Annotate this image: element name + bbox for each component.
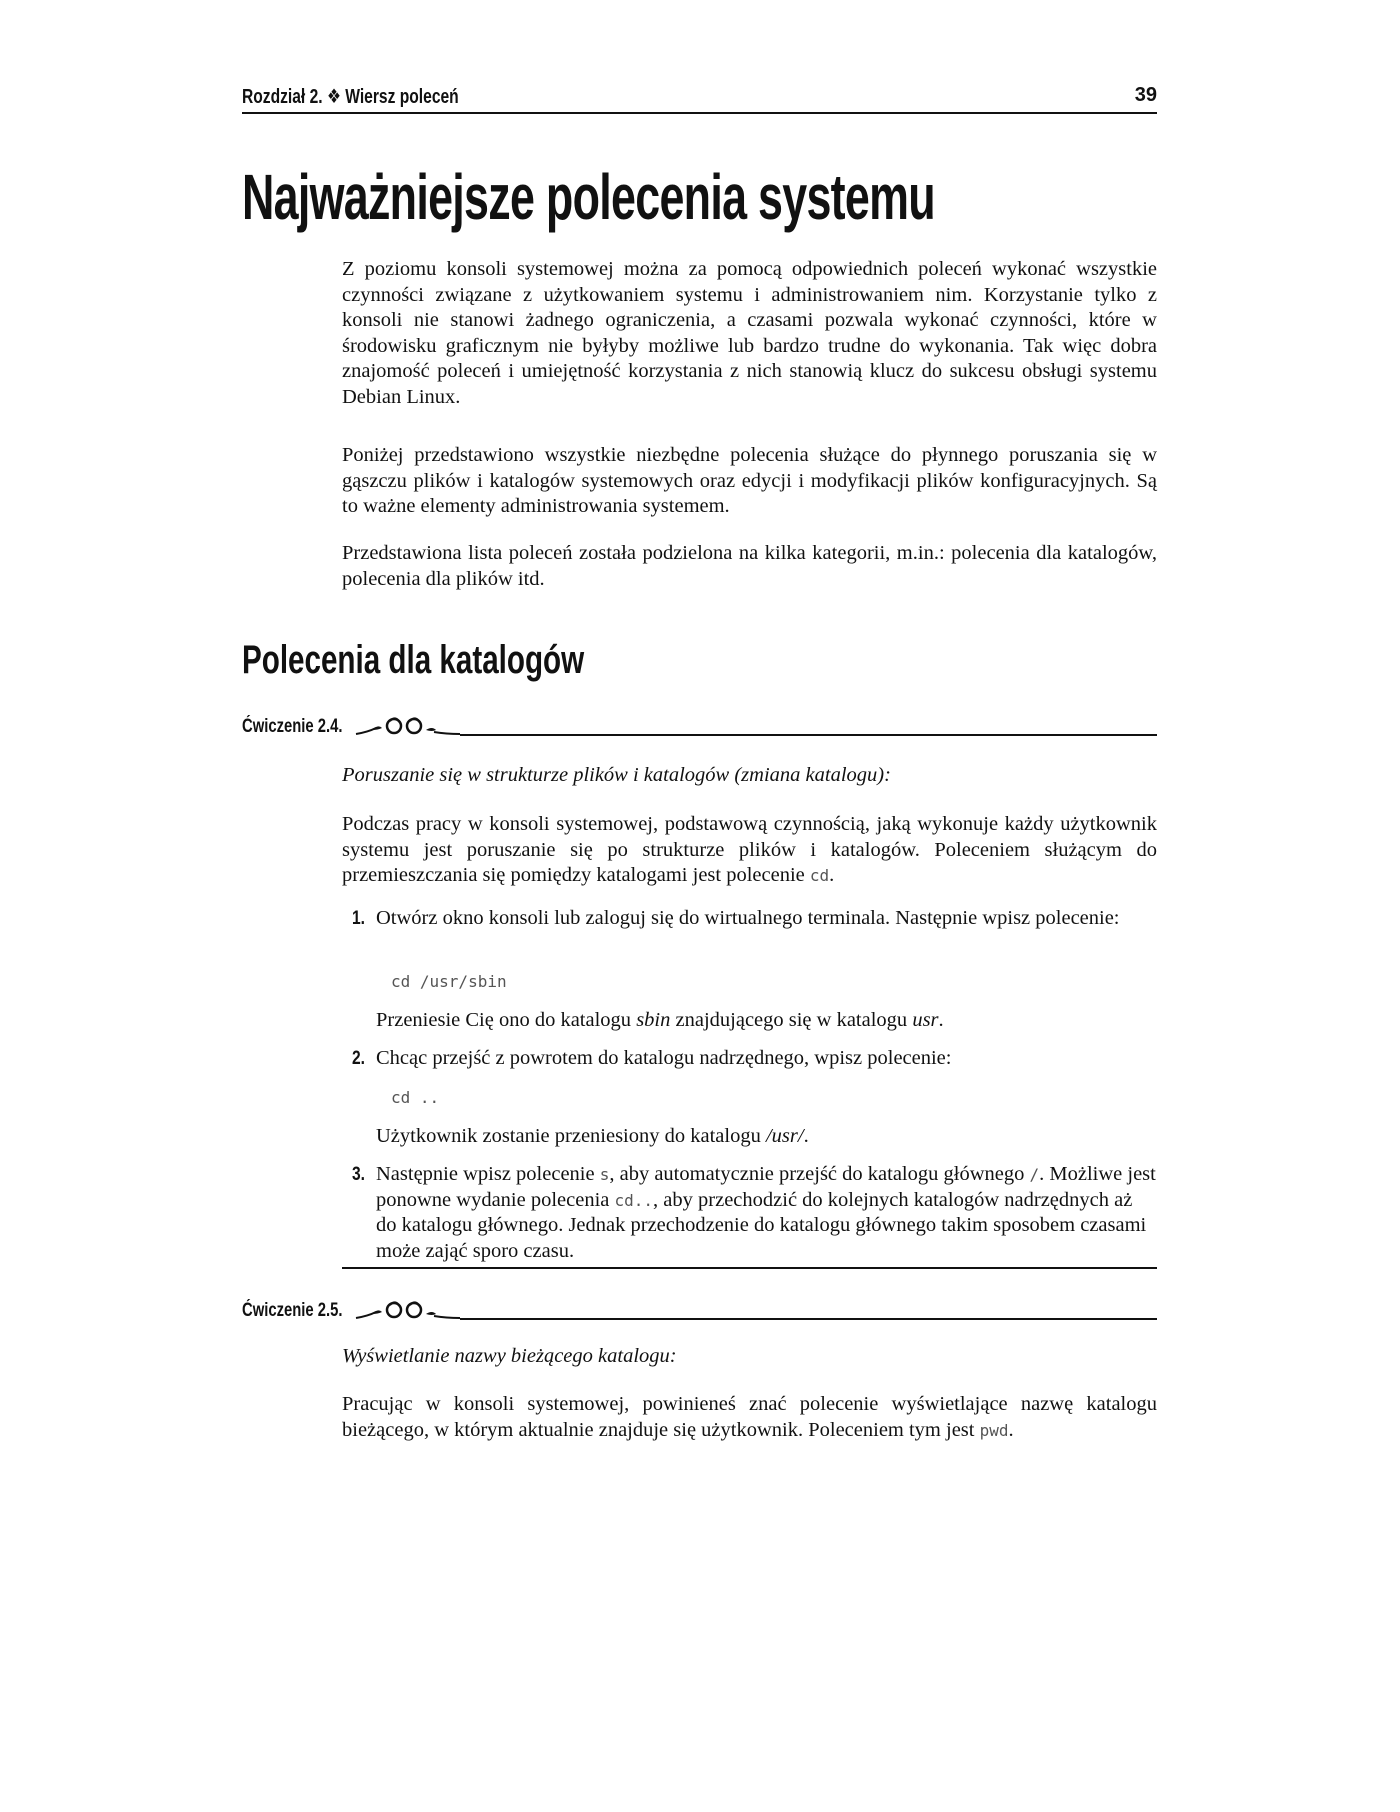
step-text: Następnie wpisz polecenie s, aby automatycznie przejść do katalogu głównego /. Możliwe jest ponowne wydanie polecenia cd.., aby przechodzić do kolejnych katalogów nadrzędnych aż do katalogu głównego. Jednak przechodzenie do katalogu głównego takim sposobem czasami może zająć sporo czasu. (376, 1163, 1156, 1262)
exercise-intro-text: Podczas pracy w konsoli systemowej, podstawową czynnością, jaką wykonuje każdy użytkownik systemu jest poruszanie się po strukturze plików i katalogów. Poleceniem służącym do przemieszczania się pomiędzy katalogami jest polecenie (342, 813, 1157, 886)
exercise-intro (342, 812, 1157, 889)
code-line: cd /usr/sbin (391, 972, 507, 991)
dir-name: usr (912, 1009, 939, 1031)
page-number: 39 (1134, 84, 1157, 106)
dir-name: sbin (636, 1009, 671, 1031)
exercise-subtitle: Wyświetlanie nazwy bieżącego katalogu: (342, 1345, 677, 1367)
step-result-text: znajdującego się w katalogu (670, 1009, 913, 1031)
exercise-header (242, 716, 1157, 746)
step-number: 2. (352, 1048, 366, 1069)
chapter-label: Rozdział 2. ❖ Wiersz poleceń (242, 86, 459, 108)
step-result-text: . (938, 1009, 944, 1031)
exercise-rule (460, 1318, 1157, 1320)
exercise-text (342, 1392, 1157, 1443)
exercise-subtitle: Poruszanie się w strukturze plików i katalogów (zmiana katalogu): (342, 764, 891, 786)
step-text: Otwórz okno konsoli lub zaloguj się do wirtualnego terminala. Następnie wpisz polecenie: (376, 907, 1120, 929)
page-title: Najważniejsze polecenia systemu (242, 161, 935, 233)
intro-paragraph-2: Poniżej przedstawiono wszystkie niezbędne polecenia służące do płynnego poruszania się w gąszczu plików i katalogów systemowych oraz edycji i modyfikacji plików konfiguracyjnych. Są to ważne elementy administrowania systemem. (342, 444, 1157, 517)
section-title: Polecenia dla katalogów (242, 638, 585, 682)
step-result-text: Użytkownik zostanie przeniesiony do katalogu (376, 1125, 766, 1147)
inline-command: s (599, 1165, 610, 1184)
inline-command: cd (809, 866, 830, 885)
exercise-header (242, 1300, 1157, 1330)
dir-name: /usr/ (765, 1125, 804, 1147)
step-number: 3. (352, 1164, 366, 1185)
step-result-text: Przeniesie Cię ono do katalogu (376, 1009, 637, 1031)
exercise-intro-end: . (829, 864, 835, 886)
exercise-rule (460, 734, 1157, 736)
step-number: 1. (352, 908, 366, 929)
step-result-text: . (803, 1125, 809, 1147)
exercise-text-body: Pracując w konsoli systemowej, powinieneś znać polecenie wyświetlające nazwę katalogu bieżącego, w którym aktualnie znajduje się użytkownik. Poleceniem tym jest (342, 1393, 1157, 1441)
exercise-label: Ćwiczenie 2.4. (242, 716, 343, 737)
code-line: cd .. (391, 1088, 440, 1107)
ornament-icon (354, 1296, 462, 1326)
inline-command: / (1029, 1165, 1040, 1184)
inline-command: pwd (979, 1420, 1009, 1440)
ornament-icon (354, 712, 462, 742)
intro-paragraph-1: Z poziomu konsoli systemowej można za pomocą odpowiednich poleceń wykonać wszystkie czynności związane z użytkowaniem systemu i administrowaniem nim. Korzystanie tylko z konsoli nie stanowi żadnego ograniczenia, a czasami pozwala wykonać czynności, które w środowisku graficznym nie byłyby możliwe lub bardzo trudne do wykonania. Tak więc dobra znajomość poleceń i umiejętność korzystania z nich stanowią klucz do sukcesu obsługi systemu Debian Linux. (342, 258, 1157, 408)
step-text: Chcąc przejść z powrotem do katalogu nadrzędnego, wpisz polecenie: (376, 1047, 952, 1069)
exercise-end-rule (342, 1267, 1157, 1269)
intro-paragraph-3: Przedstawiona lista poleceń została podzielona na kilka kategorii, m.in.: polecenia dla katalogów, polecenia dla plików itd. (342, 542, 1157, 590)
exercise-text-end: . (1008, 1418, 1014, 1441)
running-head (242, 84, 1157, 114)
exercise-label: Ćwiczenie 2.5. (242, 1300, 343, 1321)
inline-command: cd.. (614, 1190, 654, 1210)
